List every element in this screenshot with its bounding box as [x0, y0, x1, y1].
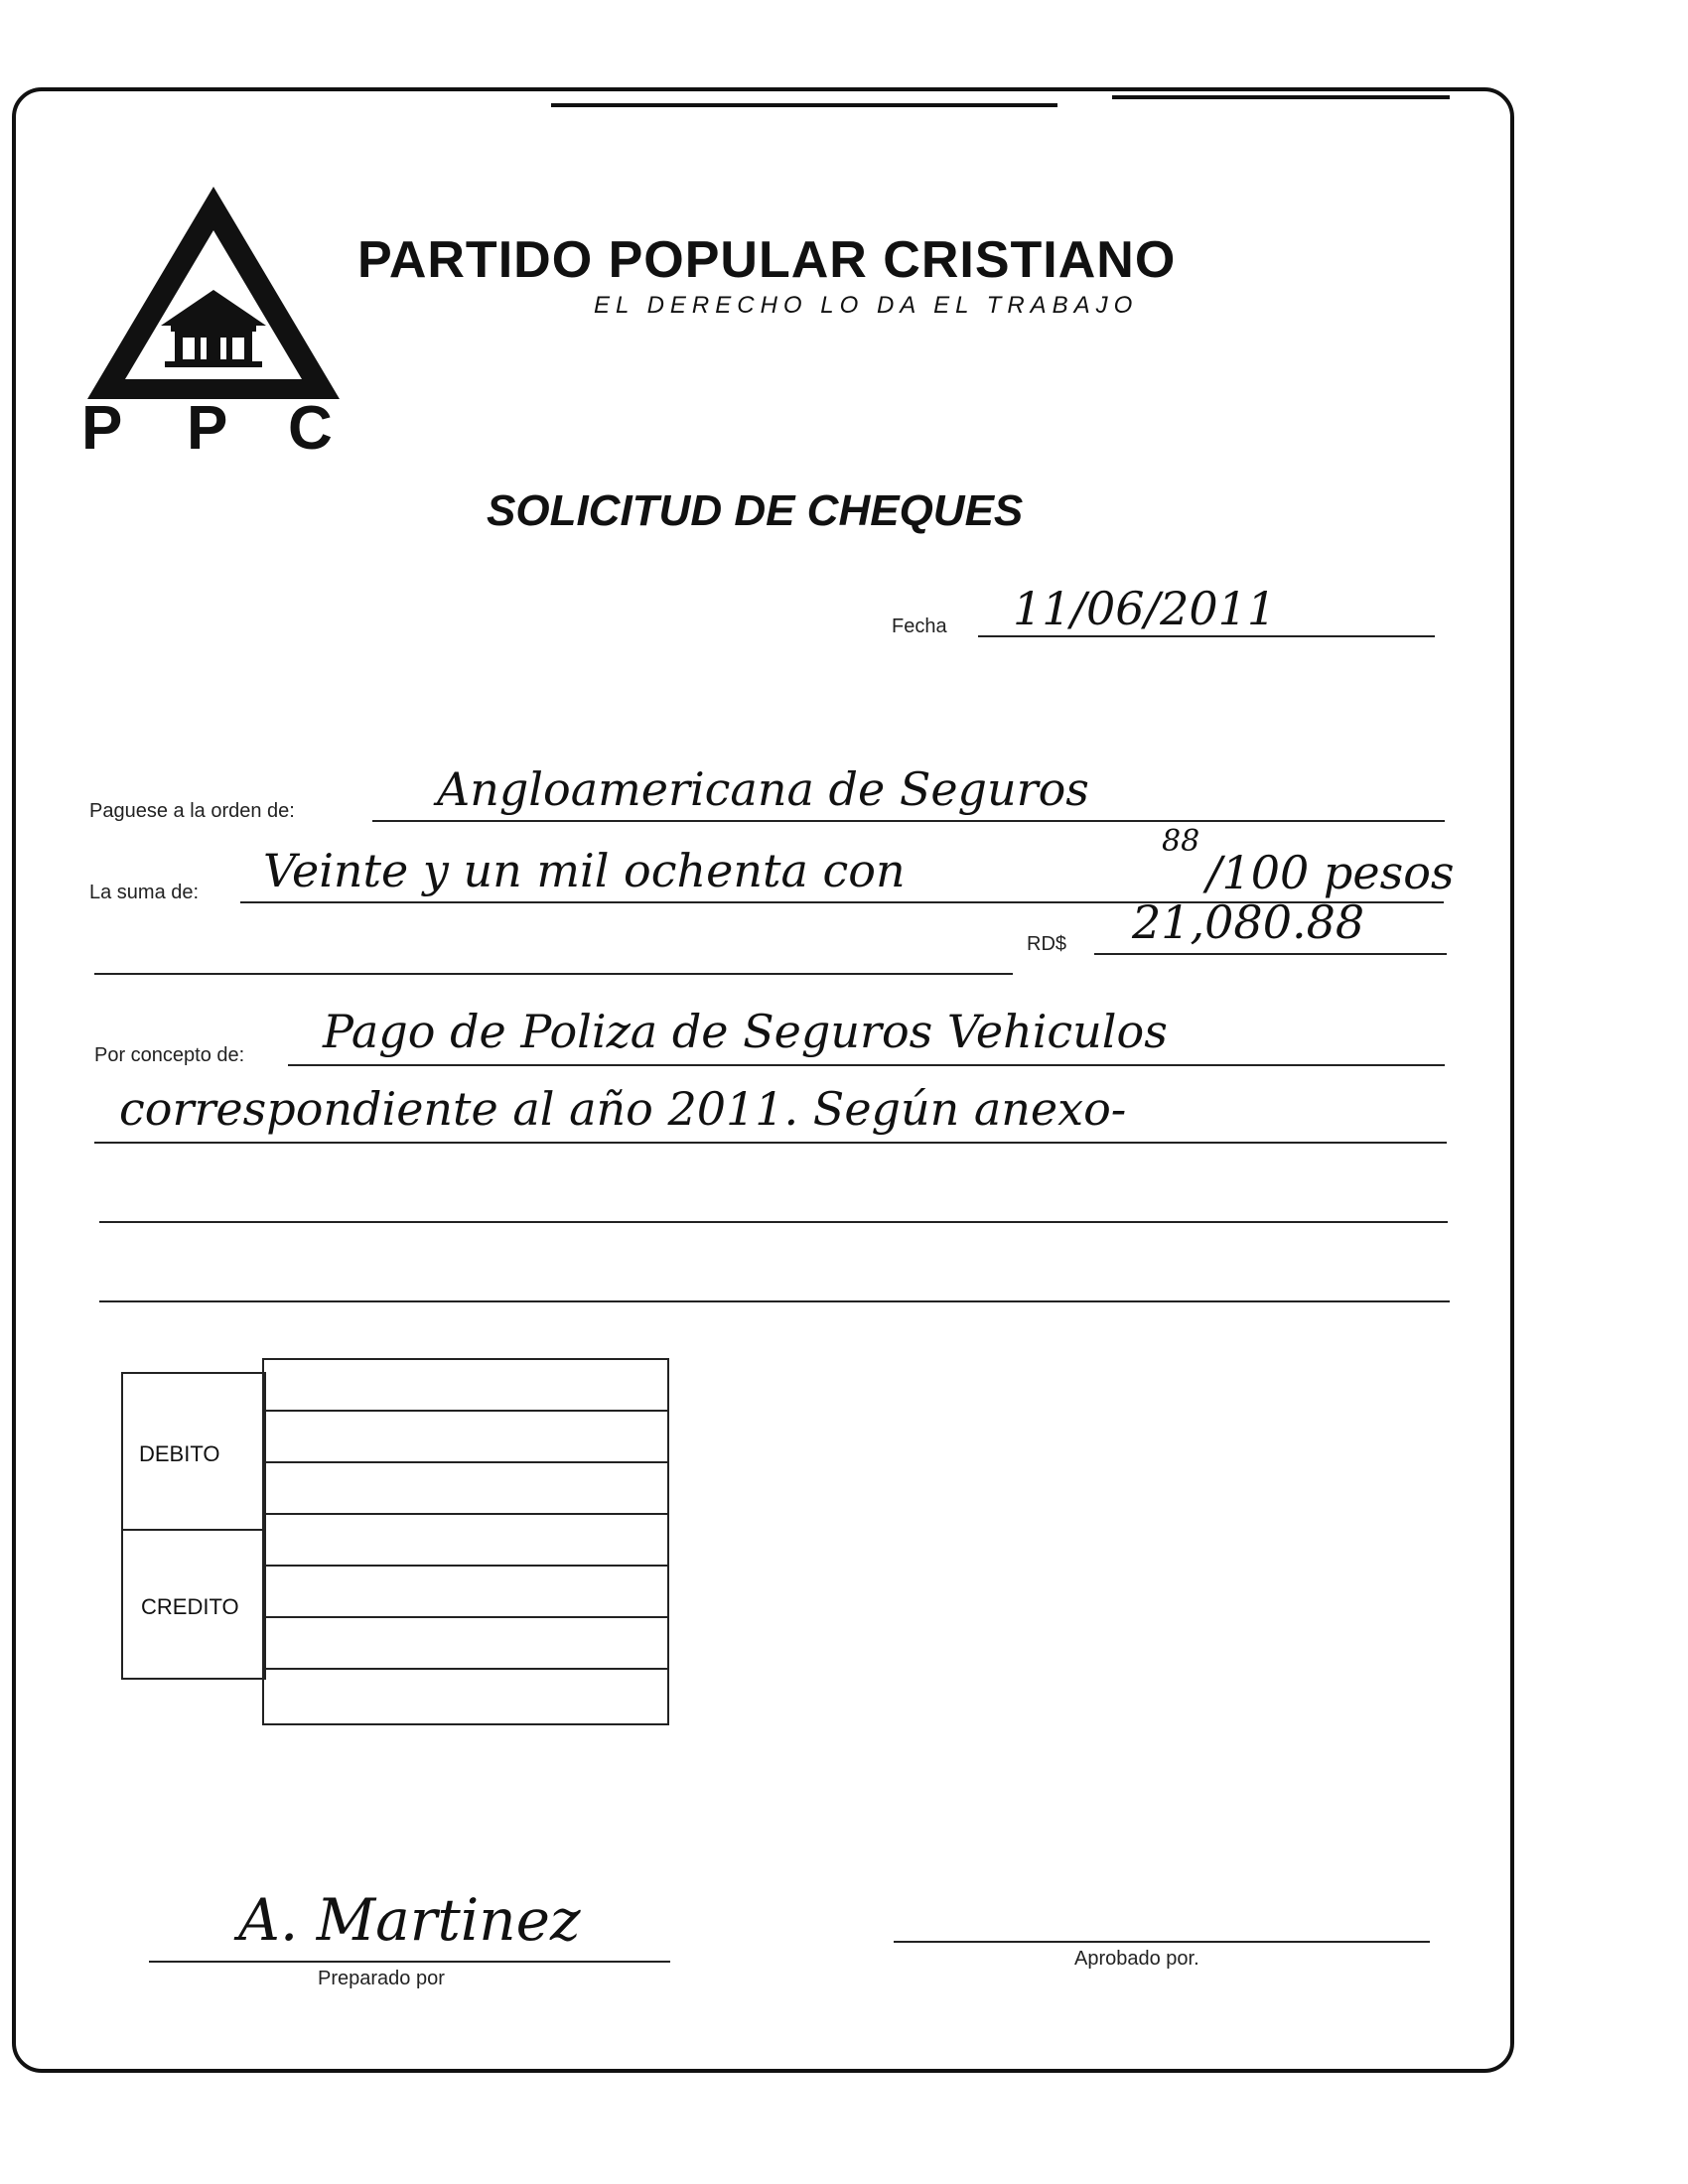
ppc-logo-triangle-icon: [79, 179, 348, 407]
logo-letter: C: [288, 394, 333, 463]
fecha-line: [978, 635, 1435, 637]
party-motto: EL DERECHO LO DA EL TRABAJO: [594, 292, 1139, 319]
concepto-line-3: [99, 1221, 1448, 1223]
aprobado-line: [894, 1941, 1430, 1943]
paguese-label: Paguese a la orden de:: [89, 800, 295, 822]
top-edge-stroke: [551, 103, 1057, 107]
rds-label: RD$: [1027, 933, 1067, 955]
accounts-grid-line: [264, 1513, 667, 1515]
rds-line: [1094, 953, 1447, 955]
top-edge-stroke: [1112, 95, 1450, 99]
fecha-value: 11/06/2011: [1013, 582, 1277, 635]
concepto-label: Por concepto de:: [94, 1044, 245, 1066]
accounts-grid-line: [264, 1565, 667, 1567]
party-name: PARTIDO POPULAR CRISTIANO: [357, 231, 1177, 289]
accounts-label-column: [121, 1372, 266, 1680]
accounts-grid-line: [264, 1461, 667, 1463]
preparado-line: [149, 1961, 670, 1963]
fecha-label: Fecha: [892, 615, 947, 637]
concepto-value-line1: Pago de Poliza de Seguros Vehiculos: [323, 1005, 1168, 1058]
accounts-divider: [123, 1529, 262, 1531]
concepto-line-1: [288, 1064, 1445, 1066]
paguese-line: [372, 820, 1445, 822]
concepto-line-2: [94, 1142, 1447, 1144]
suma-label: La suma de:: [89, 882, 200, 903]
logo-letter: P: [187, 394, 228, 463]
concepto-value-line2: correspondiente al año 2011. Según anexo-: [119, 1082, 1127, 1136]
logo-letter: P: [81, 394, 123, 463]
suma-value: Veinte y un mil ochenta con: [263, 844, 906, 897]
debito-label: DEBITO: [139, 1441, 220, 1466]
accounts-grid-line: [264, 1410, 667, 1412]
rds-value: 21,080.88: [1132, 895, 1365, 949]
aprobado-label: Aprobado por.: [1074, 1948, 1199, 1970]
accounts-grid-line: [264, 1616, 667, 1618]
credito-label: CREDITO: [141, 1594, 239, 1619]
accounts-grid-line: [264, 1668, 667, 1670]
form-title: SOLICITUD DE CHEQUES: [487, 486, 1024, 535]
suma-fraction-tail: /100 pesos: [1206, 846, 1455, 899]
preparado-signature: A. Martinez: [238, 1886, 581, 1954]
preparado-label: Preparado por: [318, 1968, 445, 1989]
paguese-value: Angloamericana de Seguros: [437, 762, 1089, 816]
suma-continuation-line: [94, 973, 1013, 975]
accounts-entry-grid: [262, 1358, 669, 1725]
concepto-line-4: [99, 1300, 1450, 1302]
suma-fraction: 88: [1162, 824, 1200, 859]
